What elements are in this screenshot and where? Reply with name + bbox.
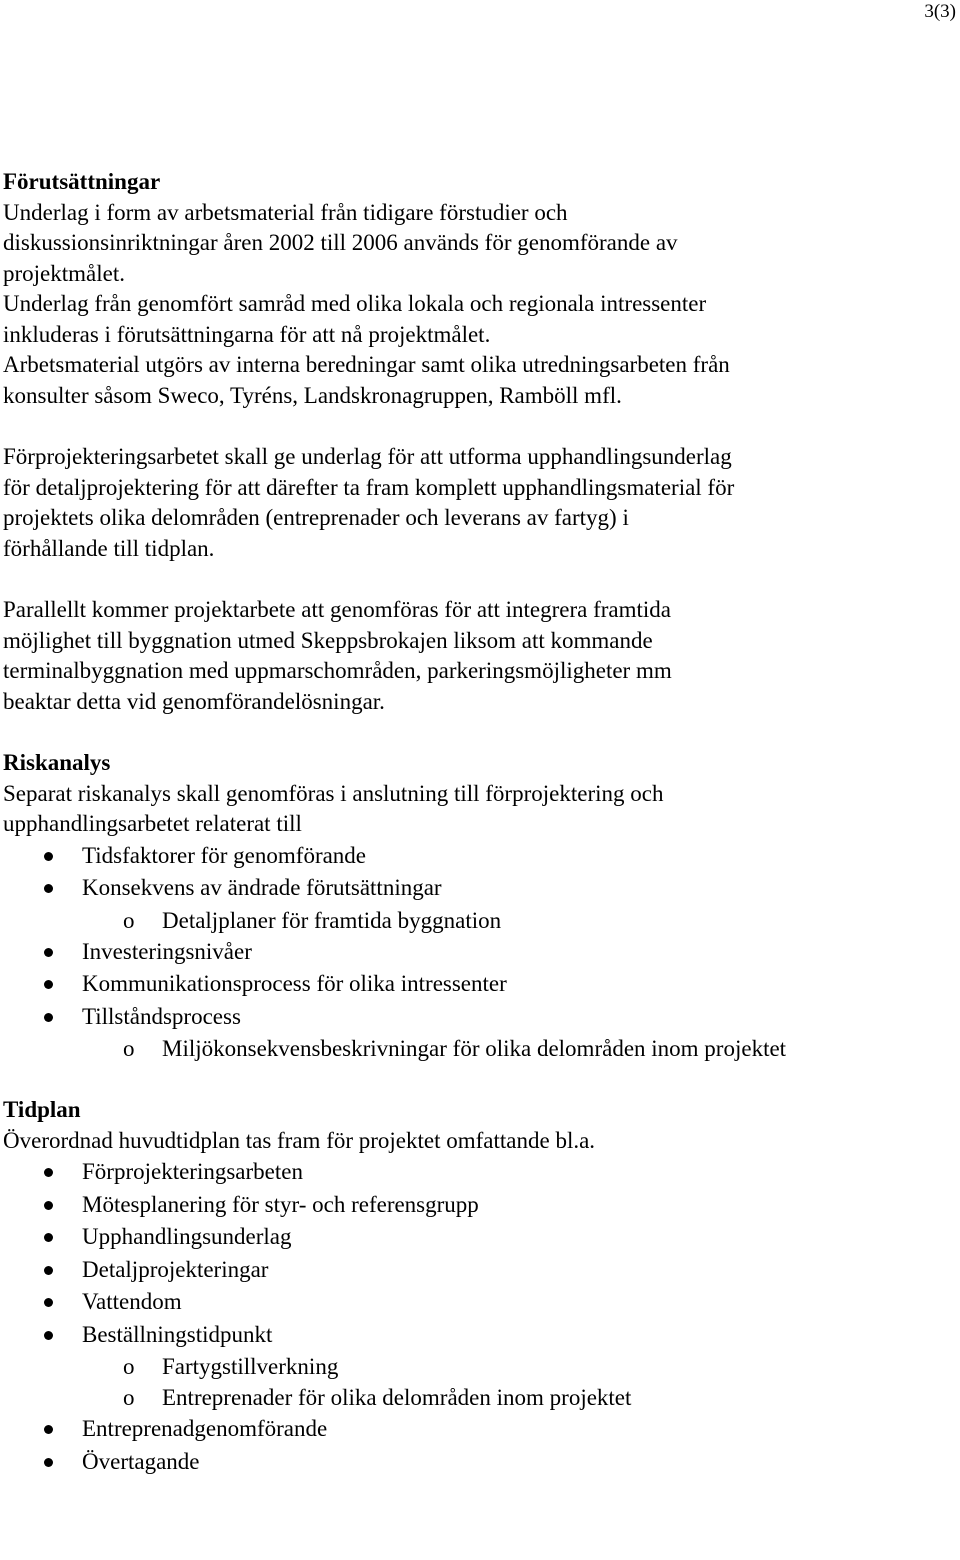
list-item bbox=[3, 1221, 953, 1254]
text-line: konsulter såsom Sweco, Tyréns, Landskronagruppen, Ramböll mfl. bbox=[3, 382, 622, 408]
text-line: förhållande till tidplan. bbox=[3, 535, 215, 561]
list-item-text: Mötesplanering för styr- och referensgrupp bbox=[82, 1191, 479, 1217]
heading-tidplan: Tidplan bbox=[3, 1097, 81, 1122]
list-item bbox=[3, 1319, 953, 1352]
text-line: Överordnad huvudtidplan tas fram för projektet omfattande bl.a. bbox=[3, 1127, 596, 1153]
list-item bbox=[3, 1413, 953, 1446]
circle-bullet-icon: o bbox=[123, 907, 135, 933]
sub-list-item-text: Fartygstillverkning bbox=[162, 1354, 339, 1379]
list-item bbox=[3, 1286, 953, 1319]
paragraph-forprojektering bbox=[3, 442, 953, 564]
tidplan-list bbox=[3, 1156, 953, 1478]
list-item-text: Förprojekteringsarbeten bbox=[82, 1159, 303, 1184]
paragraph-parallellt bbox=[3, 595, 953, 717]
list-item-text: Konsekvens av ändrade förutsättningar bbox=[82, 875, 442, 900]
bullet-icon bbox=[44, 1013, 53, 1022]
bullet-icon bbox=[44, 980, 53, 989]
heading-riskanalys: Riskanalys bbox=[3, 750, 111, 775]
sub-list-item bbox=[3, 905, 953, 936]
text-line: terminalbyggnation med uppmarschområden, parkeringsmöjligheter mm bbox=[3, 658, 672, 683]
bullet-icon bbox=[44, 1298, 53, 1307]
sub-list-item-text: Miljökonsekvensbeskrivningar för olika delområden inom projektet bbox=[162, 1036, 787, 1061]
text-line: Parallellt kommer projektarbete att genomföras för att integrera framtida bbox=[3, 597, 671, 622]
list-item bbox=[3, 968, 953, 1001]
text-line: inkluderas i förutsättningarna för att nå projektmålet. bbox=[3, 321, 491, 347]
text-line: projektets olika delområden (entreprenader och leverans av fartyg) i bbox=[3, 505, 629, 530]
list-item-text: Upphandlingsunderlag bbox=[82, 1224, 292, 1249]
list-item-text: Kommunikationsprocess för olika intressenter bbox=[82, 971, 507, 996]
text-line: upphandlingsarbetet relaterat till bbox=[3, 811, 302, 836]
page-number: 3(3) bbox=[924, 1, 956, 22]
sub-list-item bbox=[3, 1382, 953, 1413]
circle-bullet-icon: o bbox=[123, 1385, 135, 1410]
bullet-icon bbox=[44, 1168, 53, 1177]
paragraph-riskanalys bbox=[3, 779, 953, 840]
text-line: beaktar detta vid genomförandelösningar. bbox=[3, 688, 385, 714]
heading-forutsattningar: Förutsättningar bbox=[3, 169, 161, 194]
text-line: diskussionsinriktningar åren 2002 till 2006 används för genomförande av bbox=[3, 230, 678, 255]
list-item-text: Beställningstidpunkt bbox=[82, 1321, 273, 1347]
paragraph-forutsattningar bbox=[3, 198, 953, 412]
list-item-text: Övertagande bbox=[82, 1448, 200, 1474]
list-item-text: Tillståndsprocess bbox=[82, 1003, 241, 1029]
text-line: för detaljprojektering för att därefter ta fram komplett upphandlingsmaterial för bbox=[3, 474, 735, 500]
sub-list-item-text: Detaljplaner för framtida byggnation bbox=[162, 907, 502, 933]
sub-list-item bbox=[3, 1033, 953, 1064]
list-item bbox=[3, 1156, 953, 1189]
bullet-icon bbox=[44, 1425, 53, 1434]
list-item bbox=[3, 840, 953, 873]
bullet-icon bbox=[44, 884, 53, 893]
sub-list-item-text: Entreprenader för olika delområden inom projektet bbox=[162, 1385, 632, 1410]
list-item bbox=[3, 1189, 953, 1222]
list-item bbox=[3, 1446, 953, 1479]
list-item bbox=[3, 1001, 953, 1034]
circle-bullet-icon: o bbox=[123, 1036, 135, 1061]
bullet-icon bbox=[44, 1458, 53, 1467]
list-item bbox=[3, 1254, 953, 1287]
bullet-icon bbox=[44, 1266, 53, 1275]
bullet-icon bbox=[44, 852, 53, 861]
list-item bbox=[3, 936, 953, 969]
list-item-text: Tidsfaktorer för genomförande bbox=[82, 842, 367, 868]
list-item-text: Investeringsnivåer bbox=[82, 938, 252, 964]
text-line: projektmålet. bbox=[3, 260, 125, 286]
bullet-icon bbox=[44, 1201, 53, 1210]
list-item-text: Entreprenadgenomförande bbox=[82, 1416, 328, 1441]
bullet-icon bbox=[44, 1233, 53, 1242]
text-line: Arbetsmaterial utgörs av interna beredningar samt olika utredningsarbeten från bbox=[3, 352, 730, 377]
sub-list bbox=[3, 905, 953, 936]
sub-list-item bbox=[3, 1351, 953, 1382]
document-body bbox=[3, 12, 953, 1478]
circle-bullet-icon: o bbox=[123, 1354, 135, 1379]
sub-list bbox=[3, 1033, 953, 1064]
text-line: Separat riskanalys skall genomföras i anslutning till förprojektering och bbox=[3, 780, 664, 806]
bullet-icon bbox=[44, 1331, 53, 1340]
text-line: Underlag i form av arbetsmaterial från tidigare förstudier och bbox=[3, 199, 568, 225]
text-line: Förprojekteringsarbetet skall ge underlag för att utforma upphandlingsunderlag bbox=[3, 444, 732, 469]
text-line: möjlighet till byggnation utmed Skeppsbrokajen liksom att kommande bbox=[3, 627, 653, 653]
text-line: Underlag från genomfört samråd med olika lokala och regionala intressenter bbox=[3, 291, 707, 316]
list-item bbox=[3, 872, 953, 905]
paragraph-tidplan bbox=[3, 1126, 953, 1157]
list-item-text: Vattendom bbox=[82, 1289, 182, 1314]
list-item-text: Detaljprojekteringar bbox=[82, 1256, 269, 1282]
bullet-icon bbox=[44, 948, 53, 957]
sub-list bbox=[3, 1351, 953, 1413]
riskanalys-list bbox=[3, 840, 953, 1065]
